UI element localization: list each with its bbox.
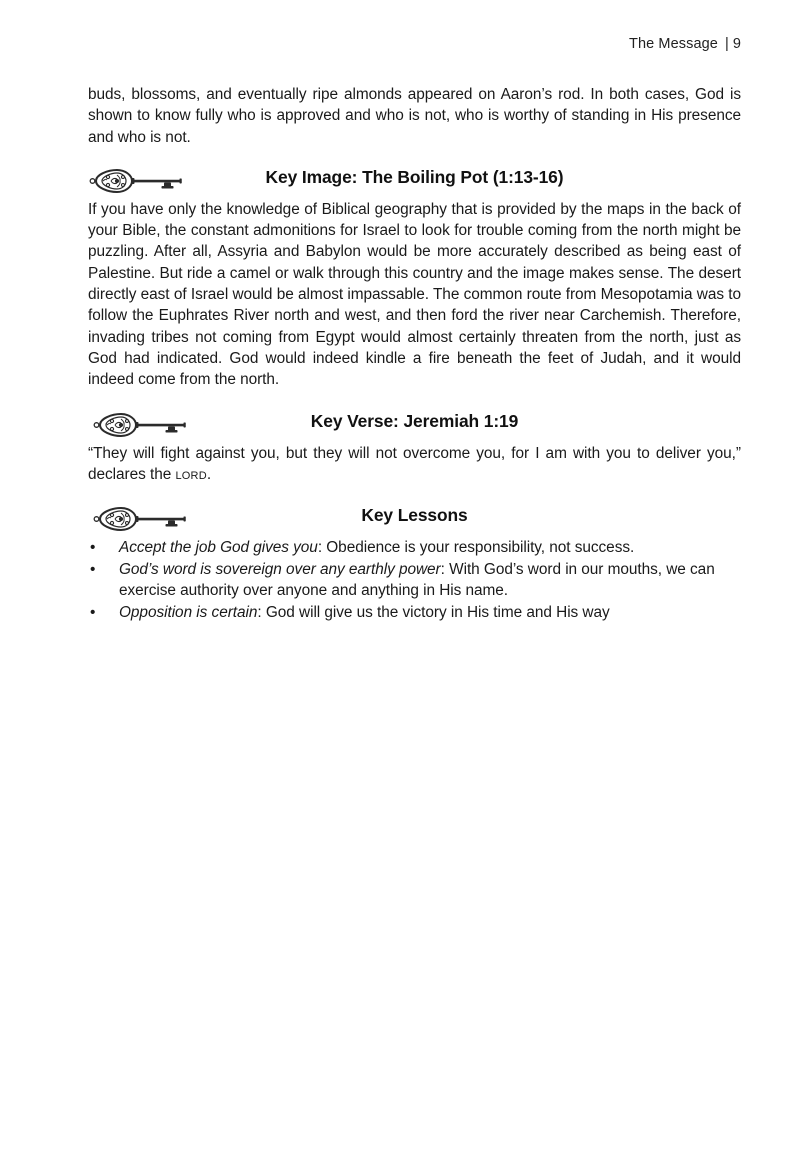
lesson-lead-in: Accept the job God gives you — [119, 539, 318, 557]
lesson-lead-in: God’s word is sovereign over any earthly power — [119, 560, 441, 578]
list-item — [88, 559, 741, 602]
heading-text: Key Image: The Boiling Pot (1:13-16) — [265, 166, 564, 187]
key-verse-text — [88, 443, 741, 486]
section-heading-key-verse — [88, 409, 741, 443]
section-heading-key-lessons — [88, 503, 741, 537]
lesson-body: : Obedience is your responsibility, not success. — [317, 539, 635, 557]
intro-paragraph: buds, blossoms, and eventually ripe almonds appeared on Aaron’s rod. In both cases, God is shown to know fully who is approved and who is not, who is worthy of standing in His presence and who is not. — [88, 86, 741, 146]
verse-part-one: “They will fight against you, but they will not overcome you, for I am with you to deliver you,” declares the — [88, 444, 741, 483]
lesson-lead-in: Opposition is certain — [119, 604, 258, 622]
heading-text: Key Verse: Jeremiah 1:19 — [310, 410, 519, 431]
bullet-marker: • — [90, 539, 96, 557]
list-item — [88, 537, 741, 558]
verse-part-two: . — [206, 465, 212, 483]
key-lessons-list — [88, 537, 741, 623]
key-image-paragraph: If you have only the knowledge of Biblical geography that is provided by the maps in the back of your Bible, the constant admonitions for Israel to look for trouble coming from the north might be puzzling. After all, Assyria and Babylon would be more accurately described as being east of Palestine. But ride a camel or walk through this country and the image makes sense. The desert directly east of Israel would be almost impassable. The common route from Mesopotamia was to follow the Euphrates River north and west, and then ford the river near Carchemish. Therefore, invading tribes not coming from Egypt would almost certainly threaten from the north, just as God had indicated. God would indeed kindle a fire beneath the feet of Judah, and it would indeed come from the north. — [88, 200, 741, 389]
bullet-marker: • — [90, 604, 96, 622]
header-separator: | — [724, 36, 729, 52]
bullet-marker: • — [90, 560, 96, 578]
lesson-body: : With God’s word in our mouths, we can exercise authority over anyone and anything in His name. — [119, 560, 715, 600]
header-page-number: 9 — [732, 36, 741, 52]
list-item — [88, 602, 741, 623]
divine-name-smallcaps: lord — [175, 465, 207, 483]
running-header — [88, 36, 741, 52]
heading-text: Key Lessons — [361, 505, 468, 526]
section-heading-key-image — [88, 165, 741, 199]
header-book-title: The Message — [629, 36, 718, 52]
page-content — [88, 84, 741, 624]
lesson-body: : God will give us the victory in His time and His way — [257, 604, 610, 622]
